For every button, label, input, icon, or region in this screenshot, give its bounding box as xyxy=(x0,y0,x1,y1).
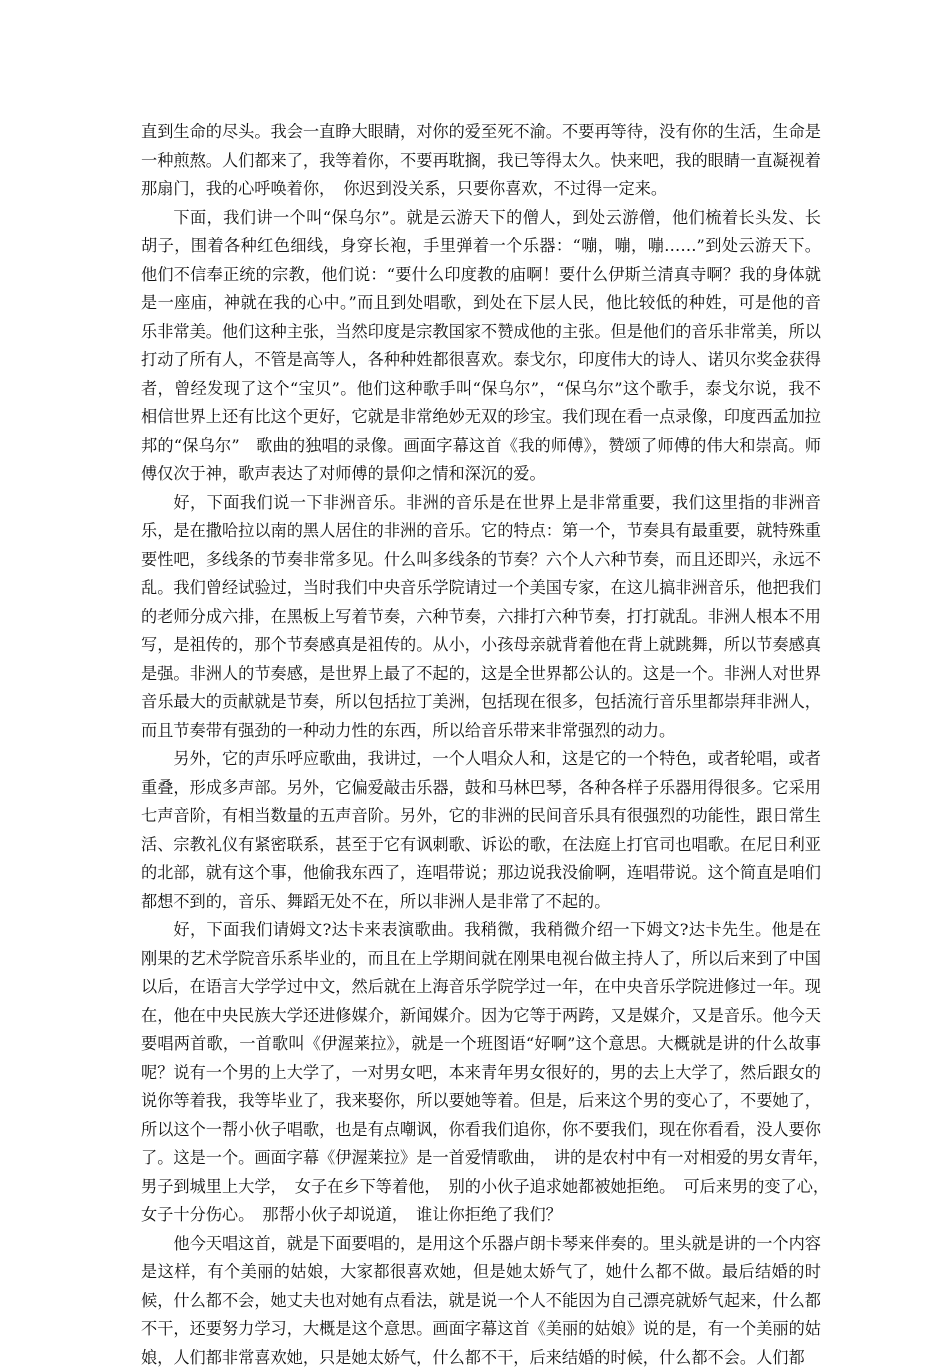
paragraph-3: 好，下面我们说一下非洲音乐。非洲的音乐是在世界上是非常重要，我们这里指的非洲音乐，是在撒哈拉以南的黑人居住的非洲的音乐。它的特点：第一个，节奏具有最重要，就特殊重要性吧，多线条的节奏非常多见。什么叫多线条的节奏？六个人六种节奏，而且还即兴，永远不乱。我们曾经试验过，当时我们中央音乐学院请过一个美国专家，在这儿搞非洲音乐，他把我们的老师分成六排，在黑板上写着节奏，六种节奏，六排打六种节奏，打打就乱。非洲人根本不用写，是祖传的，那个节奏感真是祖传的。从小，小孩母亲就背着他在背上就跳舞，所以节奏感真是强。非洲人的节奏感，是世界上最了不起的，这是全世界都公认的。这是一个。非洲人对世界音乐最大的贡献就是节奏，所以包括拉丁美洲，包括现在很多，包括流行音乐里都崇拜非洲人，而且节奏带有强劲的一种动力性的东西，所以给音乐带来非常强烈的动力。 xyxy=(141,489,821,746)
document-body xyxy=(141,118,821,1372)
paragraph-6: 他今天唱这首，就是下面要唱的，是用这个乐器卢朗卡琴来伴奏的。里头就是讲的一个内容是这样，有个美丽的姑娘，大家都很喜欢她，但是她太娇气了，她什么都不做。最后结婚的时候，什么都不会，她丈夫也对她有点看法，就是说一个人不能因为自己漂亮就娇气起来，什么都不干，还要努力学习，大概是这个意思。画面字幕这首《美丽的姑娘》说的是，有一个美丽的姑娘，人们都非常喜欢她，只是她太娇气，什么都不干，后来结婚的时候，什么都不会。人们都 xyxy=(141,1230,821,1372)
paragraph-1: 直到生命的尽头。我会一直睁大眼睛，对你的爱至死不渝。不要再等待，没有你的生活，生命是一种煎熬。人们都来了，我等着你，不要再耽搁，我已等得太久。快来吧，我的眼睛一直凝视着那扇门，我的心呼唤着你， 你迟到没关系，只要你喜欢，不过得一定来。 xyxy=(141,118,821,204)
paragraph-4: 另外，它的声乐呼应歌曲，我讲过，一个人唱众人和，这是它的一个特色，或者轮唱，或者重叠，形成多声部。另外，它偏爱敲击乐器，鼓和马林巴琴，各种各样子乐器用得很多。它采用七声音阶，有相当数量的五声音阶。另外，它的非洲的民间音乐具有很强烈的功能性，跟日常生活、宗教礼仪有紧密联系，甚至于它有讽刺歌、诉讼的歌，在法庭上打官司也唱歌。在尼日利亚的北部，就有这个事，他偷我东西了，连唱带说；那边说我没偷啊，连唱带说。这个简直是咱们都想不到的，音乐、舞蹈无处不在，所以非洲人是非常了不起的。 xyxy=(141,745,821,916)
paragraph-2: 下面，我们讲一个叫“保乌尔”。就是云游天下的僧人，到处云游僧，他们梳着长头发、长胡子，围着各种红色细线，身穿长袍，手里弹着一个乐器：“嘣，嘣，嘣……”到处云游天下。他们不信奉正统的宗教，他们说：“要什么印度教的庙啊！要什么伊斯兰清真寺啊？我的身体就是一座庙，神就在我的心中。”而且到处唱歌，到处在下层人民，他比较低的种姓，可是他的音乐非常美。他们这种主张，当然印度是宗教国家不赞成他的主张。但是他们的音乐非常美，所以打动了所有人，不管是高等人，各种种姓都很喜欢。泰戈尔，印度伟大的诗人、诺贝尔奖金获得者，曾经发现了这个“宝贝”。他们这种歌手叫“保乌尔”，“保乌尔”这个歌手，泰戈尔说，我不相信世界上还有比这个更好，它就是非常绝妙无双的珍宝。我们现在看一点录像，印度西孟加拉邦的“保乌尔” 歌曲的独唱的录像。画面字幕这首《我的师傅》，赞颂了师傅的伟大和崇高。师傅仅次于神，歌声表达了对师傅的景仰之情和深沉的爱。 xyxy=(141,204,821,489)
paragraph-5: 好，下面我们请姆文?达卡来表演歌曲。我稍微，我稍微介绍一下姆文?达卡先生。他是在刚果的艺术学院音乐系毕业的，而且在上学期间就在刚果电视台做主持人了，所以后来到了中国以后，在语言大学学过中文，然后就在上海音乐学院学过一年，在中央音乐学院进修过一年。现在，他在中央民族大学还进修媒介，新闻媒介。因为它等于两跨，又是媒介，又是音乐。他今天要唱两首歌，一首歌叫《伊渥莱拉》，就是一个班图语“好啊”这个意思。大概就是讲的什么故事呢？说有一个男的上大学了，一对男女吧，本来青年男女很好的，男的去上大学了，然后跟女的说你等着我，我等毕业了，我来娶你，所以要她等着。但是，后来这个男的变心了，不要她了，所以这个一帮小伙子唱歌，也是有点嘲讽，你看我们追你，你不要我们，现在你看看，没人要你了。这是一个。画面字幕《伊渥莱拉》是一首爱情歌曲， 讲的是农村中有一对相爱的男女青年， 男子到城里上大学， 女子在乡下等着他， 别的小伙子追求她都被她拒绝。 可后来男的变了心， 女子十分伤心。 那帮小伙子却说道， 谁让你拒绝了我们？ xyxy=(141,916,821,1230)
